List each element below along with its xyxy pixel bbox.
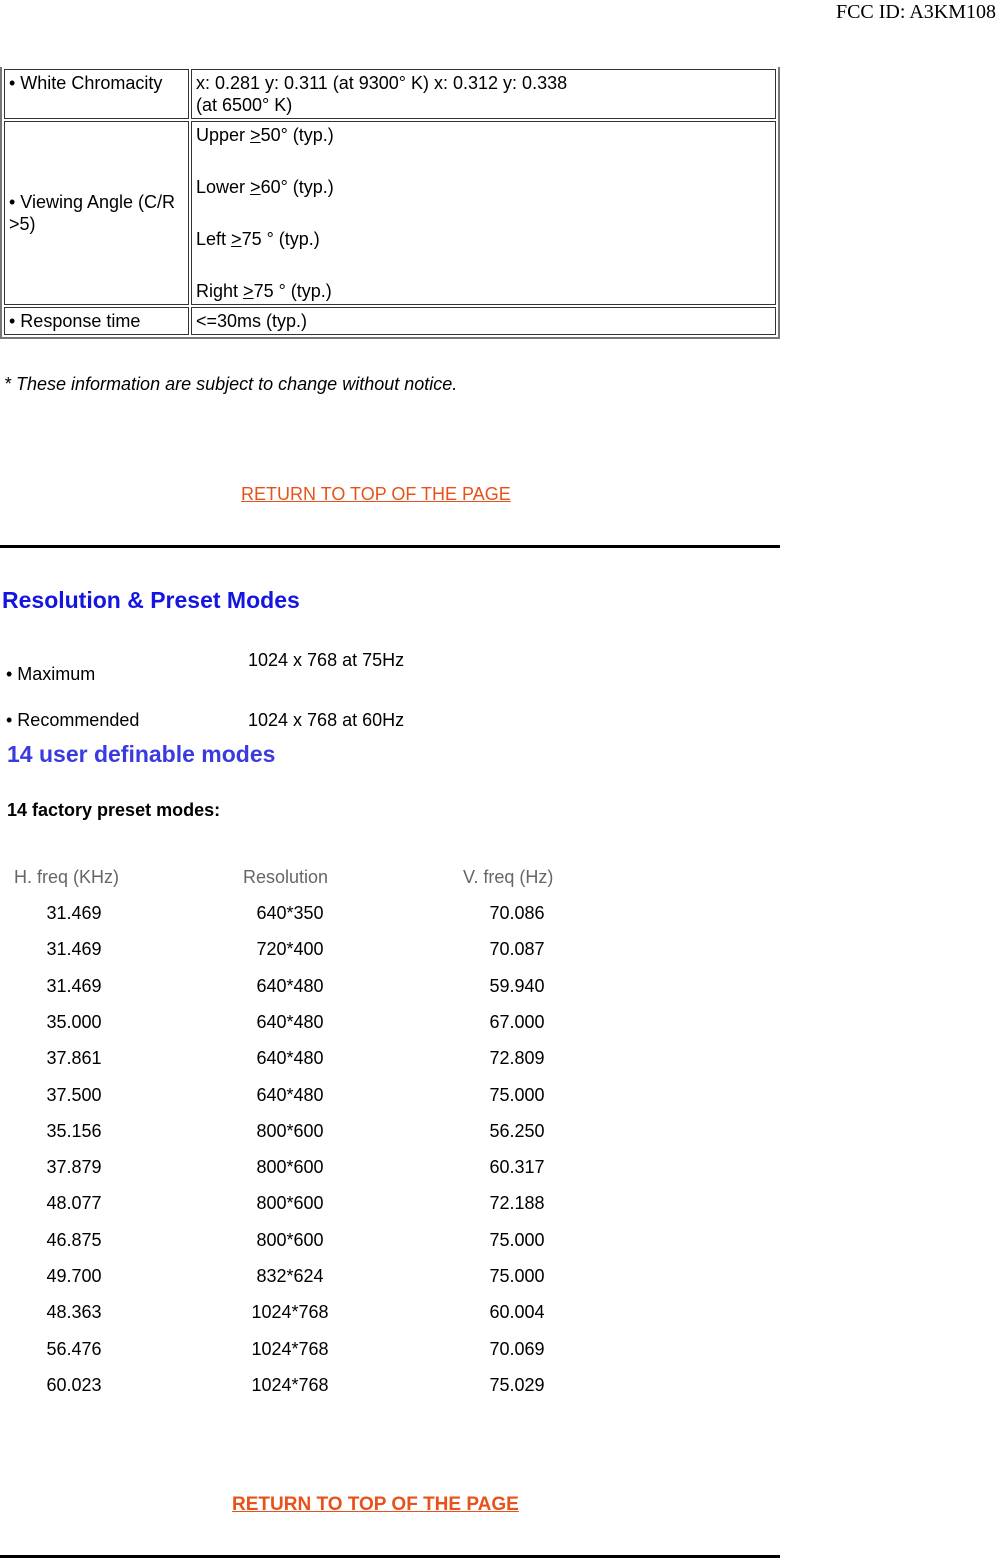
- spec-label: • White Chromacity: [4, 69, 189, 119]
- spec-table: [0, 67, 780, 339]
- resolution-cell: 1024*768: [251, 1302, 329, 1322]
- spec-row-chromacity: [4, 69, 776, 119]
- resolution-cell: 800*600: [256, 1193, 324, 1213]
- resolution-cell: 1024*768: [251, 1339, 329, 1359]
- header-hfreq: H. freq (KHz): [14, 867, 120, 887]
- maximum-label: • Maximum: [6, 664, 96, 684]
- resolution-cell: 720*400: [256, 939, 324, 959]
- resolution-cell: 640*480: [256, 1012, 324, 1032]
- spec-value: [191, 69, 776, 119]
- spec-row-response-time: [4, 307, 776, 335]
- vfreq-cell: 67.000: [489, 1012, 545, 1032]
- factory-modes-title: 14 factory preset modes:: [7, 800, 221, 820]
- hfreq-cell: 49.700: [46, 1266, 102, 1286]
- hfreq-cell: 37.500: [46, 1085, 102, 1105]
- vfreq-cell: 70.086: [489, 903, 545, 923]
- resolution-cell: 640*480: [256, 1085, 324, 1105]
- angle-upper: Upper >50° (typ.): [196, 125, 334, 145]
- header-vfreq: V. freq (Hz): [463, 867, 554, 887]
- fcc-id: FCC ID: A3KM108: [835, 1, 996, 23]
- spec-value: [191, 121, 776, 305]
- divider: [0, 545, 780, 548]
- hfreq-cell: 48.077: [46, 1193, 102, 1213]
- angle-left: Left >75 ° (typ.): [196, 229, 320, 249]
- spec-label: • Viewing Angle (C/R >5): [4, 121, 189, 305]
- resolution-cell: 640*350: [256, 903, 324, 923]
- hfreq-cell: 60.023: [46, 1375, 102, 1395]
- recommended-value: 1024 x 768 at 60Hz: [248, 710, 405, 730]
- spec-label: • Response time: [4, 307, 189, 335]
- hfreq-cell: 37.879: [46, 1157, 102, 1177]
- vfreq-cell: 70.087: [489, 939, 545, 959]
- angle-right: Right >75 ° (typ.): [196, 281, 332, 301]
- vfreq-cell: 75.000: [489, 1266, 545, 1286]
- user-modes-title: 14 user definable modes: [7, 741, 276, 767]
- resolution-cell: 800*600: [256, 1121, 324, 1141]
- hfreq-cell: 35.156: [46, 1121, 102, 1141]
- resolution-cell: 800*600: [256, 1157, 324, 1177]
- hfreq-cell: 37.861: [46, 1048, 102, 1068]
- maximum-value: 1024 x 768 at 75Hz: [248, 650, 405, 670]
- vfreq-cell: 72.188: [489, 1193, 545, 1213]
- header-resolution: Resolution: [243, 867, 329, 887]
- vfreq-cell: 75.029: [489, 1375, 545, 1395]
- hfreq-cell: 31.469: [46, 903, 102, 923]
- vfreq-cell: 60.004: [489, 1302, 545, 1322]
- notice-text: * These information are subject to change without notice.: [4, 374, 458, 394]
- vfreq-cell: 72.809: [489, 1048, 545, 1068]
- chroma-line-2: (at 6500° K): [196, 95, 293, 115]
- hfreq-cell: 31.469: [46, 939, 102, 959]
- spec-row-viewing-angle: [4, 121, 776, 305]
- spec-value: <=30ms (typ.): [191, 307, 776, 335]
- resolution-cell: 832*624: [256, 1266, 324, 1286]
- vfreq-cell: 75.000: [489, 1085, 545, 1105]
- hfreq-cell: 31.469: [46, 976, 102, 996]
- hfreq-cell: 56.476: [46, 1339, 102, 1359]
- vfreq-cell: 75.000: [489, 1230, 545, 1250]
- recommended-label: • Recommended: [6, 710, 140, 730]
- hfreq-cell: 35.000: [46, 1012, 102, 1032]
- hfreq-cell: 46.875: [46, 1230, 102, 1250]
- section-title: Resolution & Preset Modes: [2, 587, 300, 613]
- resolution-cell: 640*480: [256, 976, 324, 996]
- vfreq-cell: 56.250: [489, 1121, 545, 1141]
- resolution-cell: 800*600: [256, 1230, 324, 1250]
- resolution-cell: 1024*768: [251, 1375, 329, 1395]
- hfreq-cell: 48.363: [46, 1302, 102, 1322]
- return-to-top-link[interactable]: RETURN TO TOP OF THE PAGE: [232, 1494, 519, 1515]
- angle-lower: Lower >60° (typ.): [196, 177, 334, 197]
- return-to-top-link[interactable]: RETURN TO TOP OF THE PAGE: [241, 484, 511, 504]
- divider: [0, 1555, 780, 1558]
- vfreq-cell: 70.069: [489, 1339, 545, 1359]
- vfreq-cell: 60.317: [489, 1157, 545, 1177]
- resolution-cell: 640*480: [256, 1048, 324, 1068]
- chroma-line-1: x: 0.281 y: 0.311 (at 9300° K) x: 0.312 y: 0.338: [196, 73, 568, 93]
- vfreq-cell: 59.940: [489, 976, 545, 996]
